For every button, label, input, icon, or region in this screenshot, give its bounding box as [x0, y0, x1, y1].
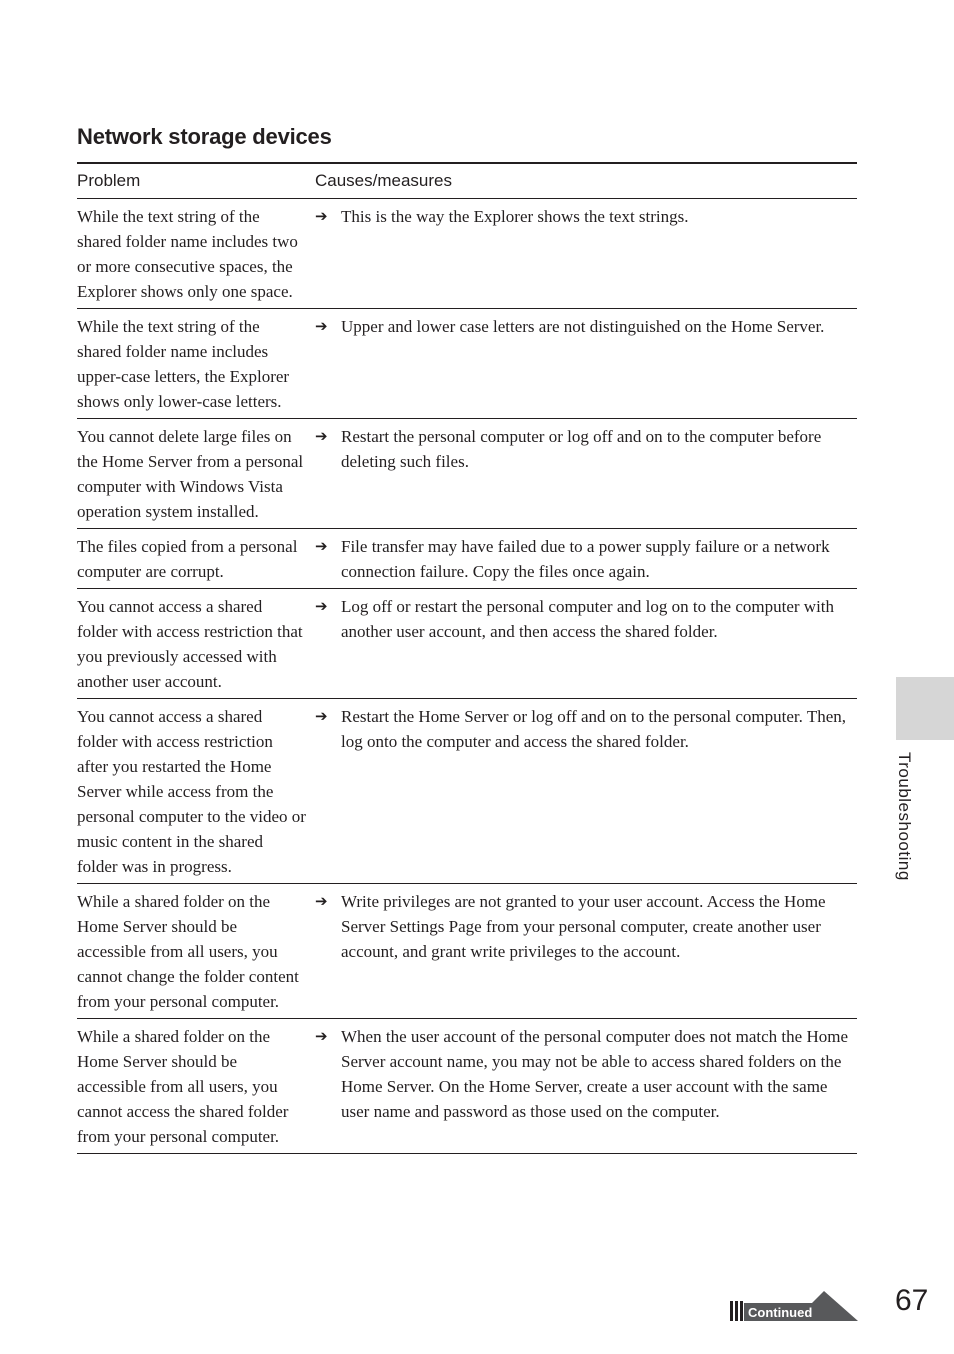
problem-cell: While the text string of the shared folder name includes upper-case letters, the Explorer shows only lower-case letters. — [77, 309, 315, 419]
measure-cell — [315, 699, 857, 884]
table-row — [77, 1019, 857, 1154]
measure-text: Write privileges are not granted to your user account. Access the Home Server Settings Page from your personal computer, create another user account, and grant write privileges to the account. — [341, 892, 826, 961]
header-causes-measures: Causes/measures — [315, 163, 857, 199]
measure-cell — [315, 309, 857, 419]
arrow-right-icon: ➔ — [315, 317, 328, 335]
measure-text: Log off or restart the personal computer and log on to the computer with another user account, and then access the shared folder. — [341, 597, 835, 641]
table-row — [77, 309, 857, 419]
page-number: 67 — [895, 1284, 929, 1317]
table-row — [77, 699, 857, 884]
troubleshooting-table — [77, 162, 857, 1154]
measure-text: Upper and lower case letters are not distinguished on the Home Server. — [341, 317, 825, 336]
continued-marker — [730, 1291, 858, 1323]
arrow-right-icon: ➔ — [315, 207, 328, 225]
measure-cell — [315, 884, 857, 1019]
measure-text: Restart the personal computer or log off and on to the computer before deleting such files. — [341, 427, 822, 471]
table-row — [77, 529, 857, 589]
measure-cell — [315, 589, 857, 699]
problem-cell: You cannot access a shared folder with access restriction after you restarted the Home Server while access from the personal computer to the video or music content in the shared folder was in progress. — [77, 699, 315, 884]
table-row — [77, 199, 857, 309]
arrow-right-icon: ➔ — [315, 427, 328, 445]
arrow-right-icon: ➔ — [315, 707, 328, 725]
arrow-right-icon: ➔ — [315, 597, 328, 615]
problem-cell: While a shared folder on the Home Server should be accessible from all users, you cannot access the shared folder from your personal computer. — [77, 1019, 315, 1154]
header-problem: Problem — [77, 163, 315, 199]
measure-cell — [315, 1019, 857, 1154]
measure-text: This is the way the Explorer shows the text strings. — [341, 207, 689, 226]
table-header-row — [77, 163, 857, 199]
side-tab-label: Troubleshooting — [895, 752, 914, 881]
problem-cell: You cannot delete large files on the Home Server from a personal computer with Windows Vista operation system installed. — [77, 419, 315, 529]
arrow-right-icon: ➔ — [315, 1027, 328, 1045]
table-row — [77, 419, 857, 529]
measure-cell — [315, 199, 857, 309]
problem-cell: While the text string of the shared folder name includes two or more consecutive spaces, the Explorer shows only one space. — [77, 199, 315, 309]
section-side-tab — [896, 677, 954, 740]
problem-cell: While a shared folder on the Home Server should be accessible from all users, you cannot change the folder content from your personal computer. — [77, 884, 315, 1019]
problem-cell: You cannot access a shared folder with access restriction that you previously accessed with another user account. — [77, 589, 315, 699]
arrow-right-icon: ➔ — [315, 537, 328, 555]
section-title: Network storage devices — [77, 124, 332, 149]
measure-cell — [315, 419, 857, 529]
table-row — [77, 884, 857, 1019]
continued-label: Continued — [748, 1305, 813, 1320]
measure-cell — [315, 529, 857, 589]
problem-cell: The files copied from a personal computer are corrupt. — [77, 529, 315, 589]
arrow-right-icon: ➔ — [315, 892, 328, 910]
measure-text: When the user account of the personal computer does not match the Home Server account name, you may not be able to access shared folders on the Home Server. On the Home Server, create a user account with the same user name and password as those used on the computer. — [341, 1027, 848, 1121]
measure-text: File transfer may have failed due to a power supply failure or a network connection failure. Copy the files once again. — [341, 537, 830, 581]
measure-text: Restart the Home Server or log off and on to the personal computer. Then, log onto the computer and access the shared folder. — [341, 707, 846, 751]
table-row — [77, 589, 857, 699]
